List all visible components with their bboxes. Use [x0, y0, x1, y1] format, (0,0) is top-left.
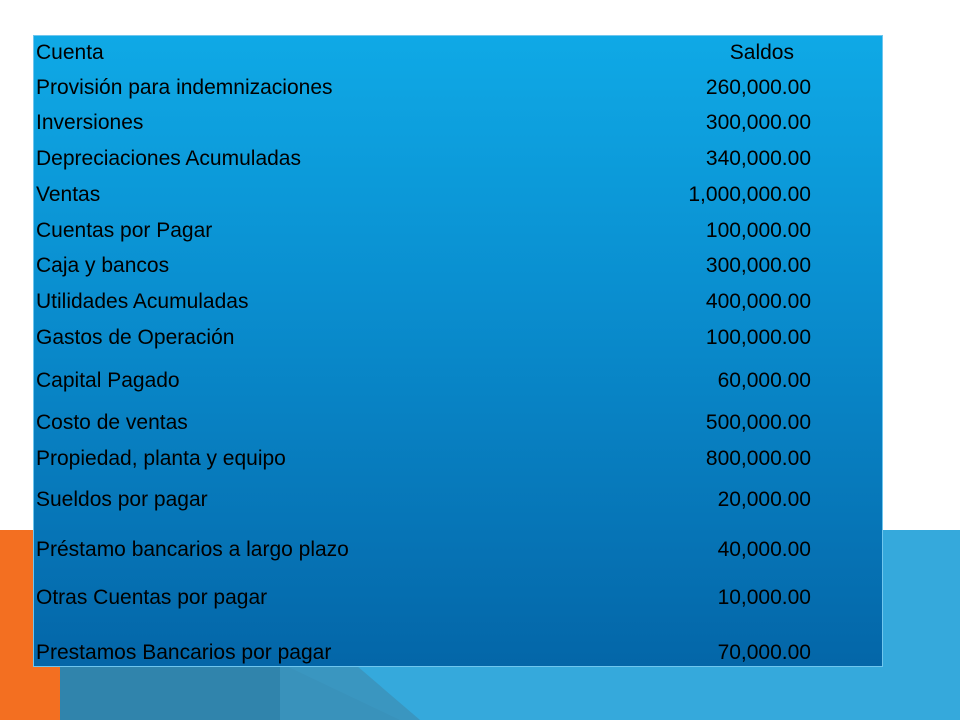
account-balance: 500,000.00 — [705, 411, 811, 434]
account-balance: 300,000.00 — [705, 254, 811, 277]
account-name: Préstamo bancarios a largo plazo — [36, 538, 349, 561]
header-balance: Saldos — [729, 41, 794, 64]
accounts-table — [33, 35, 883, 667]
account-balance: 20,000.00 — [717, 488, 811, 511]
account-balance: 340,000.00 — [705, 147, 811, 170]
account-name: Caja y bancos — [36, 254, 170, 277]
account-name: Utilidades Acumuladas — [36, 290, 249, 313]
header-account: Cuenta — [36, 41, 104, 64]
account-balance: 400,000.00 — [705, 290, 811, 313]
account-balance: 100,000.00 — [705, 219, 811, 242]
account-name: Inversiones — [36, 111, 144, 134]
account-balance: 70,000.00 — [717, 641, 811, 664]
account-name: Provisión para indemnizaciones — [36, 76, 333, 99]
account-name: Otras Cuentas por pagar — [36, 586, 268, 609]
account-name: Prestamos Bancarios por pagar — [36, 641, 332, 664]
account-balance: 40,000.00 — [717, 538, 811, 561]
account-balance: 300,000.00 — [705, 111, 811, 134]
account-balance: 60,000.00 — [717, 369, 811, 392]
account-name: Depreciaciones Acumuladas — [36, 147, 301, 170]
account-name: Sueldos por pagar — [36, 488, 208, 511]
account-name: Costo de ventas — [36, 411, 188, 434]
account-balance: 1,000,000.00 — [688, 183, 811, 206]
account-name: Propiedad, planta y equipo — [36, 447, 286, 470]
account-balance: 260,000.00 — [705, 76, 811, 99]
account-name: Capital Pagado — [36, 369, 180, 392]
account-balance: 100,000.00 — [705, 326, 811, 349]
account-name: Ventas — [36, 183, 101, 206]
account-balance: 10,000.00 — [717, 586, 811, 609]
account-balance: 800,000.00 — [705, 447, 811, 470]
account-name: Gastos de Operación — [36, 326, 235, 349]
account-name: Cuentas por Pagar — [36, 219, 213, 242]
